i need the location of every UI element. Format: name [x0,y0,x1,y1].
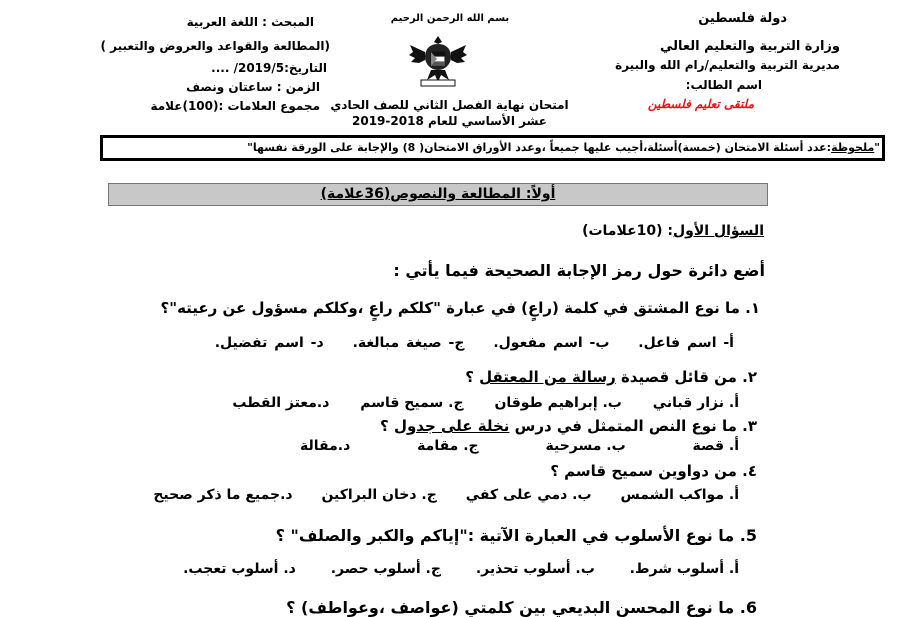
option-d[interactable]: د.مقالة [300,438,351,454]
question1-title-marks: : (10علامات) [582,223,674,239]
q1-item3-text-after: ؟ [380,417,394,435]
option-a[interactable]: أ- اسم فاعل. [638,335,734,351]
q1-item5 [276,526,757,545]
header-right [698,10,787,27]
date-label: التاريخ:2019/5/ .... [211,61,327,75]
q1-item3-options [300,438,739,454]
q1-item4 [550,462,757,480]
option-b[interactable]: ب. مسرحية [545,438,626,454]
q1-item4-number: ٤. [742,462,757,480]
basmala: بسم الله الرحمن الرحيم [390,13,510,24]
option-c[interactable]: ج. أسلوب حصر. [330,561,441,577]
question1-title [582,223,764,239]
question1-instruction: أضع دائرة حول رمز الإجابة الصحيحة فيما يأتي : [393,261,765,280]
option-a[interactable]: أ. أسلوب شرط. [629,561,739,577]
q1-item1-number: ١. [745,299,760,317]
ministry-name: وزارة التربية والتعليم العالي [659,39,840,54]
branches-label: (المطالعة والقواعد والعروض والتعبير ) [100,39,330,53]
q1-item4-options [153,487,739,503]
q1-item3 [380,417,757,435]
q1-item1-options [215,335,734,351]
option-a[interactable]: أ. قصة [692,438,739,454]
option-b[interactable]: ب. أسلوب تحذير. [475,561,595,577]
note-quote: " [874,141,880,154]
q1-item5-options [183,561,739,577]
q1-item2-text-underlined: رسالة من المعتقل [479,368,616,386]
country-name: دولة فلسطين [698,11,787,26]
option-b[interactable]: ب. إبراهيم طوقان [494,395,622,411]
q1-item3-text-before: ما نوع النص المتمثل في درس [514,417,737,435]
option-c[interactable]: ج. مقامة [417,438,479,454]
q1-item3-number: ٣. [742,417,757,435]
q1-item6-text: ما نوع المحسن البديعي بين كلمتي (عواصف ،وعواطف) ؟ [286,598,735,617]
q1-item2 [465,368,757,386]
q1-item2-text-before: من قائل قصيدة [620,368,737,386]
q1-item2-text-after: ؟ [465,368,480,386]
section-title: أولاً: المطالعة والنصوص(36علامة) [320,186,556,202]
q1-item2-number: ٢. [742,368,757,386]
subject-label: المبحث : اللغة العربية [186,15,314,29]
q1-item5-text: ما نوع الأسلوب في العبارة الآتية :"إياكم والكبر والصلف" ؟ [275,526,735,545]
q1-item1-text: ما نوع المشتق في كلمة (راعٍ) في عبارة "كلكم راعٍ ،وكلكم مسؤول عن رعيته"؟ [160,299,740,317]
option-b[interactable]: ب. دمي على كفي [465,487,592,503]
option-c[interactable]: ج. سميح قاسم [360,395,464,411]
option-d[interactable]: د.معتز القطب [232,395,330,411]
note-label: ملحوظة [831,141,875,154]
option-c[interactable]: ج- صيغة مبالغة. [352,335,465,351]
total-marks-label: مجموع العلامات :(100)علامة [150,99,320,113]
q1-item3-text-underlined: نخلة على جدول [393,417,510,435]
note-line [247,141,880,154]
note-text: :عدد أسئلة الامتحان (خمسة)أسئلة،أجيب عليها جميعاً ،وعدد الأوراق الامتحان( 8) والإجابة على الورقة نفسها" [247,141,832,154]
forum-name: ملتقى تعليم فلسطين [647,97,754,111]
q1-item4-text: من دواوين سميح قاسم ؟ [550,462,737,480]
duration-label: الزمن : ساعتان ونصف [186,80,320,94]
option-a[interactable]: أ. مواكب الشمس [620,487,739,503]
student-name-label: اسم الطالب: [685,78,762,92]
option-d[interactable]: د. أسلوب تعجب. [183,561,296,577]
option-b[interactable]: ب- اسم مفعول. [493,335,610,351]
q1-item1 [161,299,760,317]
q1-item6-number: 6. [739,598,757,617]
option-a[interactable]: أ. نزار قباني [652,395,739,411]
question1-title-prefix: السؤال الأول [673,223,764,239]
q1-item2-options [232,395,739,411]
option-d[interactable]: د- اسم تفضيل. [214,335,324,351]
palestine-emblem-icon [407,30,469,88]
option-c[interactable]: ج. دخان البراكين [321,487,437,503]
directorate-name: مديرية التربية والتعليم/رام الله والبيرة [615,58,840,72]
exam-title-line1: امتحان نهاية الفصل الثاني للصف الحادي [330,98,569,112]
exam-title-line2: عشر الأساسي للعام 2018-2019 [352,114,547,128]
option-d[interactable]: د.جميع ما ذكر صحيح [153,487,293,503]
q1-item6 [286,598,757,617]
q1-item5-number: 5. [739,526,757,545]
